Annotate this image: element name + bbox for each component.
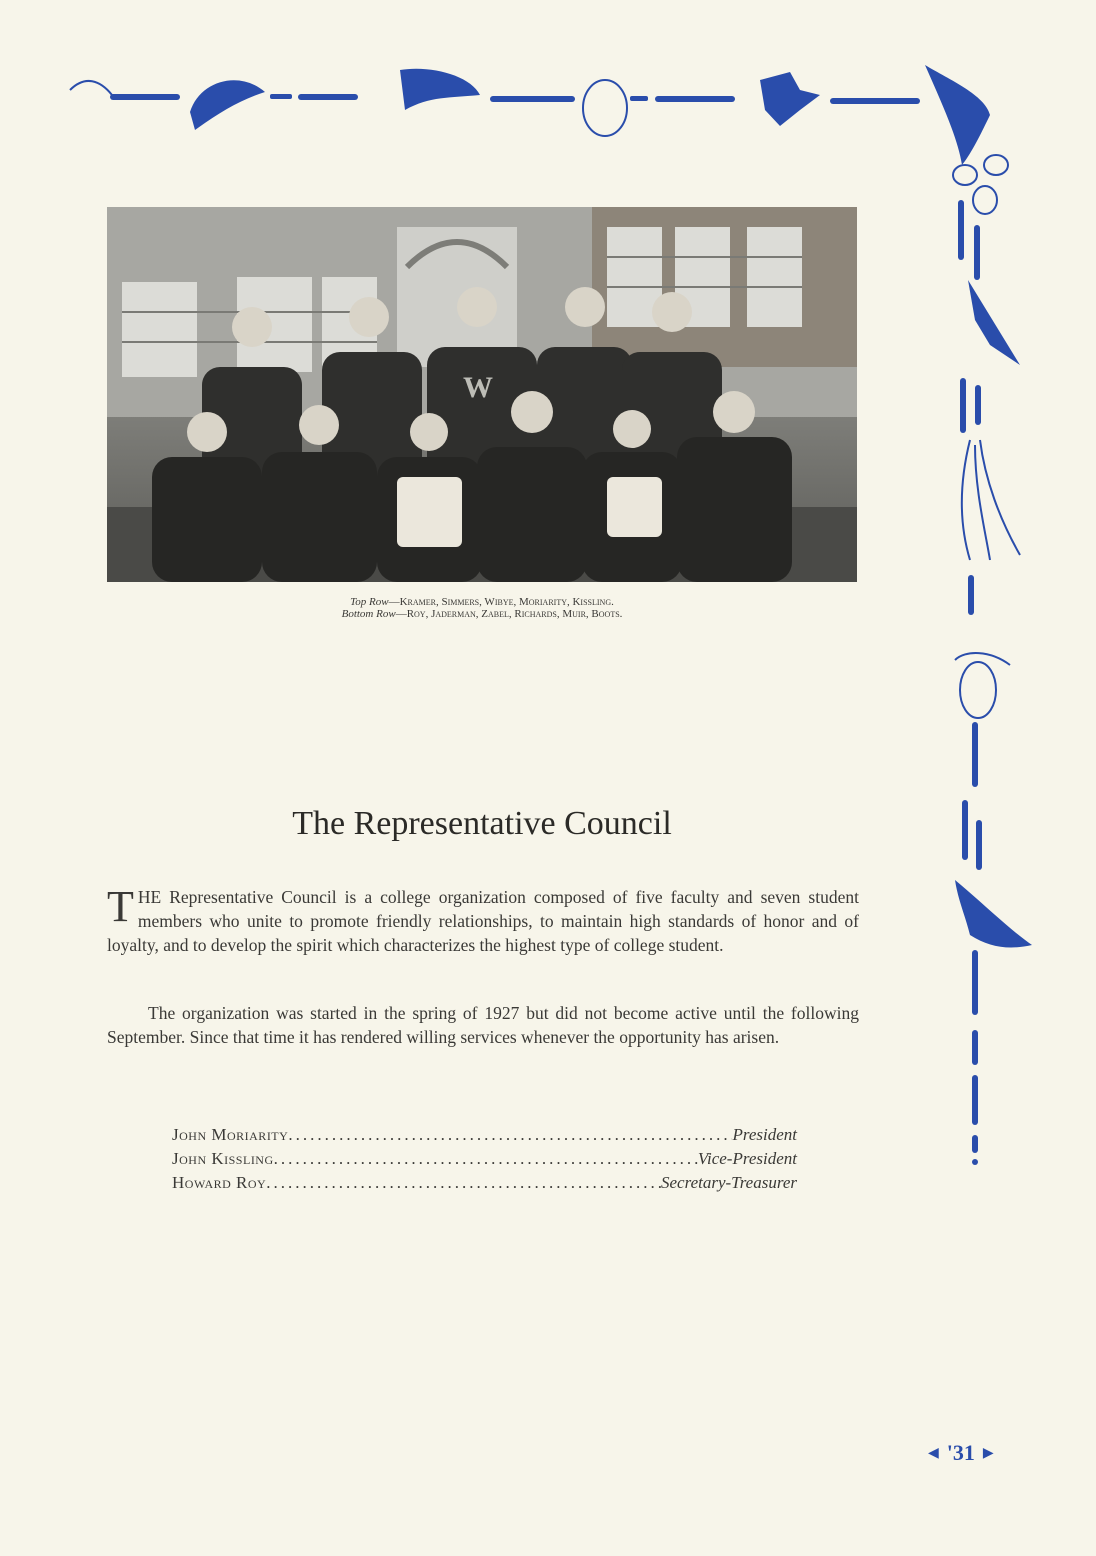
body-paragraph-1: THE Representative Council is a college organization composed of five faculty and seven student members who unite to promote friendly relationships, to maintain high standards of honor and of loyalty, and to develop the spirit which characterizes the highest type of college student. bbox=[107, 882, 859, 955]
svg-text:W: W bbox=[463, 371, 493, 404]
officer-row bbox=[172, 1125, 797, 1149]
group-photograph-icon bbox=[107, 207, 857, 582]
officer-list bbox=[172, 1125, 797, 1197]
page-footer bbox=[928, 1440, 1038, 1466]
caption-top-row: Top Row—Kramer, Simmers, Wibye, Moriarity, Kissling. bbox=[350, 596, 614, 608]
officer-row bbox=[172, 1173, 797, 1197]
drop-cap: T bbox=[107, 882, 134, 931]
group-photograph bbox=[107, 207, 857, 582]
ornament-right-icon: ▶ bbox=[982, 1445, 994, 1461]
ornament-left-icon: ◀ bbox=[928, 1445, 939, 1461]
officer-role: Vice-President bbox=[697, 1149, 797, 1168]
photo-caption bbox=[0, 596, 964, 620]
dot-leader bbox=[274, 1149, 698, 1169]
officer-role: President bbox=[732, 1125, 797, 1144]
page-title: The Representative Council bbox=[292, 805, 672, 842]
officer-name: John Kissling bbox=[172, 1149, 274, 1168]
dot-leader bbox=[288, 1125, 732, 1145]
caption-bottom-row: Bottom Row—Roy, Jaderman, Zabel, Richards, Muir, Boots. bbox=[341, 608, 623, 620]
officer-name: Howard Roy bbox=[172, 1173, 267, 1192]
dot-leader bbox=[266, 1173, 661, 1193]
body-paragraph-2: The organization was started in the spring of 1927 but did not become active until the following September. Since that time it has rendered willing services whenever the opportunity has arisen. bbox=[107, 1003, 859, 1047]
yearbook-year: '31 bbox=[946, 1440, 975, 1465]
officer-name: John Moriarity bbox=[172, 1125, 289, 1144]
officer-row bbox=[172, 1149, 797, 1173]
officer-role: Secretary-Treasurer bbox=[661, 1173, 797, 1192]
